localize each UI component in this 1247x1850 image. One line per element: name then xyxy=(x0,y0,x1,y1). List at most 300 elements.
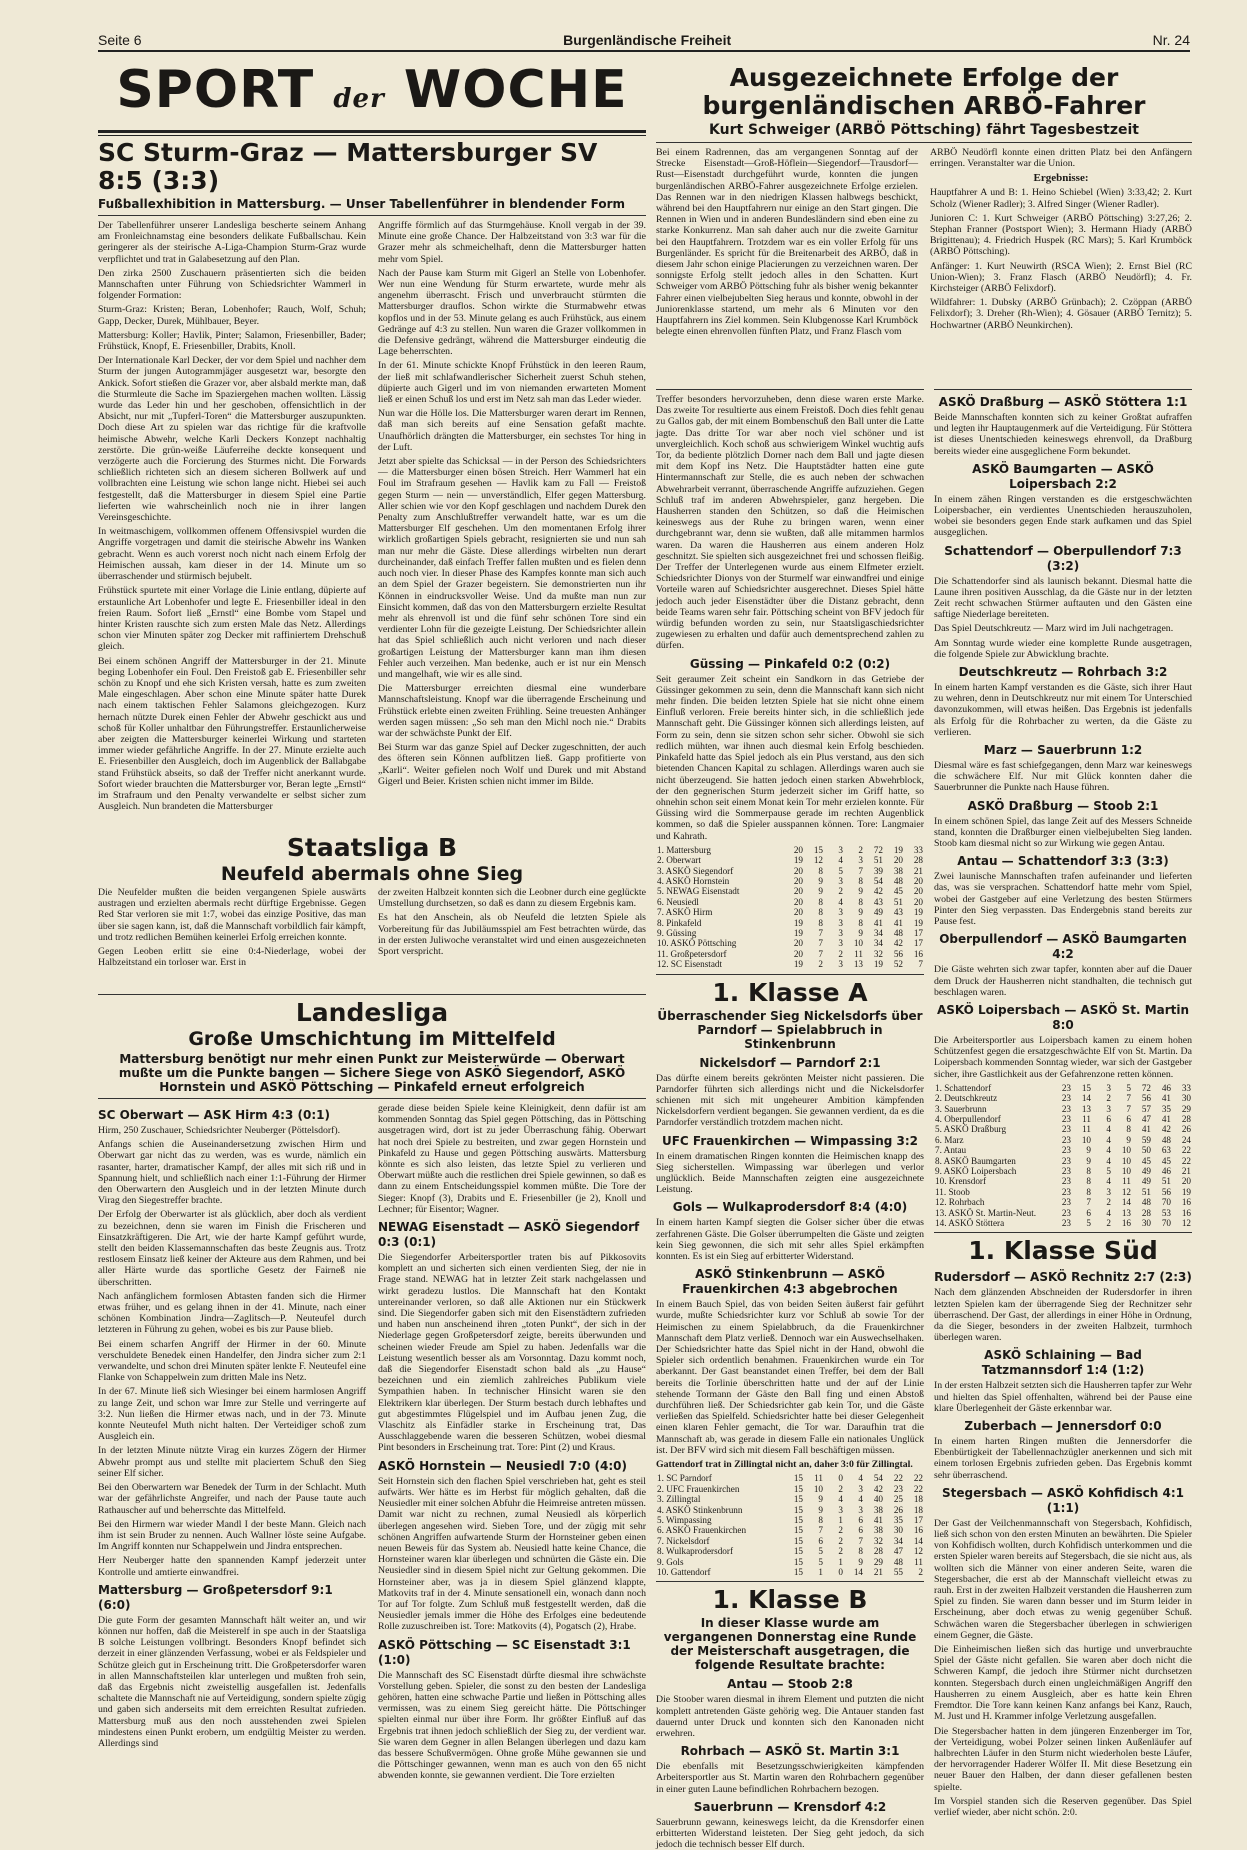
team-name: 7. Nickelsdorf xyxy=(657,1535,710,1546)
table-cell: 50 xyxy=(1141,1145,1151,1156)
table-cell: 7 xyxy=(1126,1093,1131,1104)
table-cell: 11 xyxy=(914,1556,923,1567)
table-cell: 22 xyxy=(1181,1145,1191,1156)
table-cell: 51 xyxy=(1161,1176,1171,1187)
table-cell: 14 xyxy=(1121,1197,1131,1208)
table-cell: 51 xyxy=(893,896,903,907)
table-cell: 18 xyxy=(913,1504,923,1515)
table-cell: 19 xyxy=(913,907,923,918)
table-row xyxy=(934,1166,1192,1176)
table-cell: 30 xyxy=(1141,1218,1151,1228)
table-cell: 41 xyxy=(1161,1093,1171,1104)
arbo-article xyxy=(656,62,1192,382)
table-cell: 23 xyxy=(1061,1145,1071,1156)
table-cell: 45 xyxy=(893,886,903,897)
match-title: Stegersbach — ASKÖ Kohfidisch 4:1 (1:1) xyxy=(941,1485,1185,1515)
table-cell: 4 xyxy=(1106,1145,1111,1156)
table-cell: 13 xyxy=(853,959,863,970)
table-row xyxy=(656,1546,924,1556)
paragraph: Die Mannschaft des SC Eisenstadt dürfte diesmal ihre schwächste Vorstellung geben. Spieler, die sonst zu den besten der Landesliga gehören, hatten eine schwache Partie und ließen in Pöttsching alles vermissen, was zu einem Sieg gereicht hätte. Die Pöttschinger spielten einmal nur über ihre Form. Ihr größter Einfluß auf das Ergebnis trat ihnen jedoch schließlich der Sieg zu, der verdient war. Sie waren dem Gegner in allen Belangen überlegen und dazu kam das bessere Schußvermögen. Ohne große Mühe gewannen sie und die Pöttschinger gewannen, wenn man es auch von den 65 nicht abwenden konnte, sie gewannen verdient. Die Tore erzielten xyxy=(378,1669,646,1782)
table-cell: 19 xyxy=(793,855,803,866)
paragraph: Nun war die Hölle los. Die Mattersburger waren derart im Rennen, daß man sich bereits auf eine Sensation gefaßt machte. Unaufhörlich drängten die Mattersburger, ein sechstes Tor hing in der Luft. xyxy=(378,408,646,453)
table-row xyxy=(934,1156,1192,1166)
table-cell: 38 xyxy=(873,1504,883,1515)
table-cell: 42 xyxy=(873,1483,883,1494)
table-cell: 4 xyxy=(858,1494,863,1505)
table-cell: 1 xyxy=(838,1514,843,1525)
table-cell: 19 xyxy=(893,844,903,855)
paragraph: Treffer besonders hervorzuheben, denn diese waren erste Marke. Das zweite Tor resultierte aus einem Freistoß. Doch dies fehlt genau zu Gallos gab, der mit einem Bombenschuß den Ball unter die Latte jagte. Das dritte Tor war aber noch viel schöner und ist unvergleichlich. Koch schoß aus schwierigem Winkel wuchtig aufs Tor, da bediente plötzlich Dorner nach dem Ball und jagte diesen mit dem Kopf ins Netz. Die Hauptstädter hatten eine gute Hintermannschaft zur Stelle, die es auch neben der schwachen Abwehrarbeit verrannt, überraschende Angriffe aufzuziehen. Gegen Schluß traf im anderen Abwehrspieler, ganz hergeben. Die Hausherren standen den Schützen, so daß die Heimischen keineswegs aus der Ruhe zu bringen waren, wenn einer durchgebrannt war, denn sie wußten, daß alle mitammen harmlos waren. Da waren die Hausherren aus einem anderen Holz geschnitzt. Sie spielten sich ausgezeichnet frei und schossen fleißig. Der Treffer der Unterlegenen wurde aus einem Elfmeter erzielt. Schiedsrichter Dionys von der Sturmelf war einwandfrei und einige Vorteile waren auf Schiedsrichter ausgerechnet. Dieses Spiel hätte jedoch auch jeder Eisenstädter über die Distanz gebracht, denn beide Teams waren sehr fair. Pöttsching scheint von BFV jedoch für würdig befunden worden zu sein, nur Staatsligaschiedsrichter zugewiesen zu erhalten und dafür auch dementsprechend zahlen zu dürfen. xyxy=(656,394,924,652)
table-cell: 9 xyxy=(858,1556,863,1567)
table-cell: 20 xyxy=(1181,1176,1191,1187)
paragraph: Die gute Form der gesamten Mannschaft hält weiter an, und wir können nur hoffen, daß die Meisterelf in spe auch in der Staatsliga B solche Leistungen vollbringt. Besonders Knopf befindet sich derzeit in einer glänzenden Verfassung, wobei er als Feldspieler und Schütze gleich gut in Erscheinung tritt. Die Großpetersdorfer waren in allen Mannschaftsteilen klar unterlegen und mußten froh sein, daß das Ergebnis nicht zweistellig ausgefallen ist. Jedenfalls schaltete die Mannschaft nie auf Verteidigung, sondern spielte zügig und gaben sich anderseits mit dem erreichten Resultat zufrieden. Mattersburg muß aus den noch ausstehenden zwei Spielen mindestens einen Punkt erobern, um endgültig Meister zu werden. Allerdings sind xyxy=(98,1614,366,1749)
paragraph: Die Neufelder mußten die beiden vergangenen Spiele auswärts austragen und erzielten abermals recht dürftige Ergebnisse. Gegen Red Star verloren sie mit 1:7, wobei das einzige Positive, das man über sie sagen kann, ist, daß die Mannschaft vorbildlich fair kämpft, und trotz redlichen Bemühen keinerlei Erfolg erreichen konnte. xyxy=(98,887,366,943)
table-cell: 23 xyxy=(1061,1134,1071,1145)
table-cell: 15 xyxy=(793,1546,803,1557)
match-title: Sauerbrunn — Krensdorf 4:2 xyxy=(693,1799,887,1814)
paragraph: Der Erfolg der Oberwarter ist als glücklich, aber doch als verdient zu bezeichnen, denn sie waren im Finish die Frischeren und Einsatzkräftigeren. Die Art, wie der harte Kampf geführt wurde, stellt den beiden Klassemannschaften das beste Zeugnis aus. Trotz restlosem Einsatz ließ keiner der Akteure aus dem Rahmen, und bei aller Härte wurde das sportliche Gesetz der Fairneß nie überschritten. xyxy=(98,1209,366,1288)
match-title: ASKÖ Pöttsching — SC Eisenstadt 3:1 (1:0) xyxy=(378,1637,631,1667)
team-name: 10. ASKÖ Pöttsching xyxy=(657,938,737,949)
table-cell: 7 xyxy=(818,1525,823,1536)
title-word-der: der xyxy=(333,84,385,114)
table-cell: 4 xyxy=(1106,1176,1111,1187)
table-row xyxy=(656,876,924,886)
table-row xyxy=(934,1104,1192,1114)
paragraph: Bei den Hirmern war wieder Mandl I der beste Mann. Gleich nach ihm ist sein Bruder zu nennen. Auch Wallner löste seine Aufgabe. Im Angriff konnten nur Schappelwein und Jindra entsprechen. xyxy=(98,1518,366,1553)
paragraph: In einem harten Kampf siegten die Golser sicher über die etwas zerfahrenen Gäste. Die Golser überrumpelten die Gäste und zeigten kein Sieg gewonnen, die sich mit sehr alles Spiel erkämpften konnten. Es ist ein Sieg auf erbitterter Widerstand. xyxy=(656,1217,924,1263)
table-cell: 23 xyxy=(893,1483,903,1494)
table-cell: 10 xyxy=(853,938,863,949)
table-cell: 23 xyxy=(1061,1093,1071,1104)
table-cell: 54 xyxy=(873,875,883,886)
team-name: 8. Wulkaprodersdorf xyxy=(657,1546,734,1557)
table-cell: 35 xyxy=(893,1514,903,1525)
table-cell: 32 xyxy=(873,948,883,959)
table-cell: 5 xyxy=(1086,1218,1091,1228)
table-cell: 30 xyxy=(893,1525,903,1536)
table-cell: 10 xyxy=(1121,1155,1131,1166)
table-cell: 54 xyxy=(873,1473,883,1484)
table-cell: 11 xyxy=(814,1473,823,1484)
team-name: 4. ASKÖ Hornstein xyxy=(657,875,730,886)
table-cell: 57 xyxy=(1141,1103,1151,1114)
paragraph: gerade diese beiden Spiele keine Kleinigkeit, denn dafür ist am kommenden Sonntag das Spiel gegen Pöttsching, das in Pöttsching ausgetragen wird, dort ist zu jeder Überraschung fähig. Oberwart hat noch drei Spiele zu bestreiten, und zwar gegen Hornstein und Pinkafeld zu Hause und gegen Pöttsching auswärts. Mattersburg könnte es sich also leisten, das letzte Spiel zu verlieren und Oberwart müßte auch die restlichen drei Spiele gewinnen, so daß es dann zu einem Entscheidungsspiel kommen müßte. Die Tore der Sieger: Knopf (3), Drabits und E. Friesenbiller (je 2), Knoll und Lechner; für Eisentor; Wagner. xyxy=(378,1103,646,1215)
table-cell: 42 xyxy=(1161,1124,1171,1135)
table-cell: 2 xyxy=(838,1525,843,1536)
table-cell: 29 xyxy=(873,1556,883,1567)
match-title: Mattersburg — Großpetersdorf 9:1 (6:0) xyxy=(98,1582,333,1612)
table-cell: 59 xyxy=(1141,1134,1151,1145)
table-cell: 8 xyxy=(818,1514,823,1525)
table-cell: 8 xyxy=(1126,1124,1131,1135)
team-name: 5. Wimpassing xyxy=(657,1514,712,1525)
paragraph: ARBÖ Neudörfl konnte einen dritten Platz bei den Anfängern erringen. Veranstalter war die Union. xyxy=(930,147,1192,170)
table-cell: 8 xyxy=(858,875,863,886)
paragraph: Im Vorspiel standen sich die Reserven gegenüber. Das Spiel verlief wieder, aber nicht schön. 2:0. xyxy=(934,1795,1192,1818)
paragraph: Die Gäste wehrten sich zwar tapfer, konnten aber auf die Dauer dem Druck der Hausherren nicht standhalten, die technisch gut beschlagen waren. xyxy=(934,964,1192,998)
table-cell: 16 xyxy=(1181,1197,1191,1208)
paragraph: Es hat den Anschein, als ob Neufeld die letzten Spiele als Vorbereitung für das Jubiläumsspiel am Fest betrachten würde, das in der ersten Juliwoche veranstaltet wird und einen ausgezeichneten Sport verspricht. xyxy=(378,912,646,958)
paragraph: Mattersburg: Koller; Havlik, Pinter; Salamon, Friesenbiller, Bader; Frühstück, Knopf, E. Friesenbiller, Drabits, Knoll. xyxy=(98,329,366,353)
table-row xyxy=(656,1536,924,1546)
table-cell: 23 xyxy=(1061,1103,1071,1114)
table-cell: 4 xyxy=(1106,1124,1111,1135)
table-cell: 20 xyxy=(913,896,923,907)
table-cell: 11 xyxy=(854,948,863,959)
table-cell: 7 xyxy=(918,959,923,970)
paragraph: Nach anfänglichem formlosen Abtasten fanden sich die Hirmer etwas früher, und es gelang ihnen in der 41. Minute, nach einer schönen Kombination Jindra—Zaglitsch—P. Neuteufel durch letzteren in Führung zu gehen, wobei es bis zur Pause blieb. xyxy=(98,1290,366,1336)
team-name: 4. ASKÖ Stinkenbrunn xyxy=(657,1504,743,1515)
paragraph: Die Stoober waren diesmal in ihrem Element und putzten die nicht komplett antretenden Gäste gehörig weg. Die Antauer standen fast dauernd unter Druck und konnten sich den Kanonaden nicht erwehren. xyxy=(656,1694,924,1739)
table-row xyxy=(934,1145,1192,1155)
table-cell: 3 xyxy=(1106,1186,1111,1197)
table-cell: 49 xyxy=(1141,1176,1151,1187)
paragraph: Jetzt aber spielte das Schicksal — in der Person des Schiedsrichters — die Mattersburger einen bösen Streich. Herr Wammerl hat ein Foul im Strafraum gesehen — Havlik kam zu Fall — Freistoß gegen Sturm — nein — unverständlich, Elfer gegen Mattersburg. Aller schien wie vor den Kopf geschlagen und nachdem Durek den Penalty zum Anschlußtreffer verwandelt hatte, war es um die Mattersburger Elf geschehen. Um den momentanen Erfolg ihrer wirklich großartigen Spiels gebracht, resignierten sie und nun sah man nur mehr die Gäste. Diese allerdings wirbelten nun derart durcheinander, daß einfach Treffer fallen mußten und es fielen denn auch noch vier. In dieser Phase des Kampfes konnte man sich auch an dem Spiel der Grazer begeistern. Sie demonstrierten nun ihr Können in eindrucksvoller Weise. Und da mußte man nun zur Einsicht kommen, daß das von den Mattersburgern erzielte Resultat mehr als ehrenvoll ist und die fünf sehr schönen Tore sind ein verdienter Lohn für die gezeigte Leistung. Der Schiedsrichter allein hat das Spiel schließlich auch nicht verloren und nach dieser großartigen Leistung der Mattersburger kann man ihm diesen Fehler auch verzeihen. Man bedenke, auch er ist nur ein Mensch und mangelhaft, wie wir es alle sind. xyxy=(378,456,646,680)
staatsliga-article xyxy=(98,832,646,982)
paragraph: Hirm, 250 Zuschauer, Schiedsrichter Neuberger (Pöttelsdorf). xyxy=(98,1125,341,1136)
paragraph: Den zirka 2500 Zuschauern präsentierten sich die beiden Mannschaften unter Führung von Schiedsrichter Wammerl in folgender Formation: xyxy=(98,267,366,302)
table-cell: 20 xyxy=(893,855,903,866)
table-cell: 15 xyxy=(1081,1082,1091,1093)
table-cell: 3 xyxy=(838,927,843,938)
result-line: Wildfahrer: 1. Dubsky (ARBÖ Grünbach); 2. Czöppan (ARBÖ Felixdorf); 3. Dreher (Rh-Wien); 4. Gösauer (ARBÖ Ternitz); 5. Hochwartner (ARBÖ Neunkirchen). xyxy=(930,297,1192,331)
table-cell: 19 xyxy=(793,959,803,970)
match-title: ASKÖ Loipersbach — ASKÖ St. Martin 8:0 xyxy=(936,1002,1190,1032)
table-cell: 43 xyxy=(893,907,903,918)
table-cell: 8 xyxy=(858,896,863,907)
table-cell: 1 xyxy=(818,1566,823,1577)
paragraph: Die Einheimischen ließen sich das hurtige und unverbrauchte Spiel der Gäste nicht gefallen. Sie waren aber doch nicht die Schweren Kampf, die jedoch ihre Stürmer nicht durchsetzen konnten. Stegersbach durch einen ungleichmäßigen Angriff den Hausherren zu einem Ausgleich, aber es hatte kein Ehren Fremdtor. Die Tore kann keinen Kanz anfangs bei Kanz, Rauch, M. Just und H. Krammer infolge Verletzung ausgefallen. xyxy=(934,1644,1192,1723)
table-cell: 3 xyxy=(838,875,843,886)
paragraph: In einem Bauch Spiel, das von beiden Seiten äußerst fair geführt wurde, mußte Schiedsrichter kurz vor Schluß ab sowie Tor der Heimischen zu einem Spielabbruch, da die Frauenkirchner Mannschaft dem Platz verließ. Dennoch war ein Auswechselhaken. Der Schiedsrichter hatte das Spiel nicht in der Hand, obwohl die Spieler sich ordentlich benahmen. Frauenkirchen wurde ein Tor aberkannt. Der Gast beanstandet einen Treffer, bei dem der Ball bereits die Torlinie überschritten hatte und der auf der Linie stehende Tormann der Gäste den Ball fing und einen Abstoß durchführen ließ. Der Schiedsrichter gab kein Tor, und die Gäste verließen das Spielfeld. Schiedsrichter hatte bei dieser Gelegenheit einen klaren Fehler gemacht, die Tor war. Daraufhin trat die Mannschaft ab, was gerade in diesem Falle ein nationales Unglück ist. Der BFV wird sich mit diesem Fall beschäftigen müssen. xyxy=(656,1299,924,1456)
table-cell: 19 xyxy=(1181,1186,1191,1197)
table-cell: 56 xyxy=(1161,1186,1171,1197)
table-cell: 9 xyxy=(858,886,863,897)
team-name: 3. ASKÖ Siegendorf xyxy=(657,865,734,876)
table-cell: 8 xyxy=(1086,1165,1091,1176)
table-cell: 5 xyxy=(1106,1165,1111,1176)
table-cell: 20 xyxy=(793,948,803,959)
paragraph: Sauerbrunn gewann, keineswegs leicht, da die Krensdorfer einen erbitterten Widerstand leisteten. Der Sieg geht jedoch, da sich jedoch die technisch besser Elf durch. xyxy=(656,1816,924,1850)
table-cell: 4 xyxy=(838,855,843,866)
table-cell: 2 xyxy=(838,948,843,959)
table-cell: 23 xyxy=(1061,1165,1071,1176)
result-line: Junioren C: 1. Kurt Schweiger (ARBÖ Pöttsching) 3:27,26; 2. Stephan Franner (Postsport Wien); 3. Hermann Hiady (ARBÖ Brigittenau); 4. Friedrich Huspek (RC Mars); 5. Karl Krumböck (ARBÖ Pöttsching). xyxy=(930,212,1192,258)
table-cell: 20 xyxy=(793,886,803,897)
team-name: 6. ASKÖ Frauenkirchen xyxy=(657,1525,747,1536)
table-cell: 14 xyxy=(853,1566,863,1577)
paragraph: Nach dem glänzenden Abschneiden der Rudersdorfer in ihren letzten Spielen kam der überragende Sieg der Rechnitzer sehr überraschend. Der Gast, der allerdings in einer Höhe in Ordnung, da die Sieger, besonders in der zweiten Halbzeit, turmhoch überlegen waren. xyxy=(934,1287,1192,1344)
team-name: 8. ASKÖ Baumgarten xyxy=(935,1155,1016,1166)
landesliga-sub: Große Umschichtung im Mittelfeld xyxy=(188,1028,556,1050)
table-cell: 3 xyxy=(858,1504,863,1515)
table-cell: 48 xyxy=(893,927,903,938)
paragraph: Herr Neuberger hatte den spannenden Kampf jederzeit unter Kontrolle und amtierte einwandfrei. xyxy=(98,1555,366,1578)
paragraph: In der 67. Minute ließ sich Wiesinger bei einem harmlosen Angriff zu lange Zeit, und schon war Imre zur Stelle und verringerte auf 3:2. Nun ließen die Hirmer etwas nach, und in der 73. Minute konnte Neuteufel Muth nicht halten. Der Verteidiger schoß zum Ausgleich ein. xyxy=(98,1386,366,1443)
paragraph: Gattendorf trat in Zillingtal nicht an, daher 3:0 für Zillingtal. xyxy=(656,1459,913,1471)
table-row xyxy=(656,1484,924,1494)
table-cell: 0 xyxy=(838,1566,843,1577)
paragraph: In einem schönen Spiel, das lange Zeit auf des Messers Schneide stand, konnten die Draßburger einen vielbejubelten Sieg landen. Stoob kam diesmal nicht so zur Wirkung wie gegen Antau. xyxy=(934,815,1192,850)
table-cell: 2 xyxy=(1106,1093,1111,1104)
table-cell: 21 xyxy=(1181,1165,1191,1176)
table-cell: 16 xyxy=(913,1525,923,1536)
table-cell: 48 xyxy=(893,875,903,886)
table-cell: 20 xyxy=(913,886,923,897)
table-cell: 15 xyxy=(793,1535,803,1546)
paragraph: Die Arbeitersportler aus Loipersbach kamen zu einem hohen Schützenfest gegen die ersatzgeschwächte Elf von St. Martin. Da Loipersbach kommenden Sonntag wieder, war sich der Gastgeber sicher, ihre Gastlichkeit aus der Gefahrenzone retten können. xyxy=(934,1034,1192,1080)
table-row xyxy=(656,1494,924,1504)
paragraph: Die Siegendorfer Arbeitersportler traten bis auf Pikkosovits komplett an und sicherten sich einen verdienten Sieg, der nie in Frage stand. NEWAG hat in letzter Zeit stark nachgelassen und wirkt geradezu lustlos. Die Mannschaft hat den Kontakt untereinander verloren, so daß alle Aktionen nur ein Stückwerk sind. Die Siegendorfer gaben sich mit den Eisenstädtern zufrieden und haben nun anscheinend ihren „toten Punkt“, der sich in der Niederlage gegen Großpetersdorf zeigte, bereits überwunden und scheinen wieder Freude am Spiel zu haben. Jedenfalls war die Leistung wesentlich besser als am Vorsonntag. Dazu kommt noch, daß die Siegendorfer Eisenstadt schon bald als „zu Hause“ bezeichnen und ein ziemlich zahlreiches Publikum viele Sympathien haben. In technischer Hinsicht waren sie den Elektrikern klar überlegen. Der Sturm bestach durch lebhaftes und gut abgestimmtes Flügelspiel und im Aufbau jenen Zug, die Vlaschitz als Einfädler starke in Erscheinung trat, Das Ausschlaggebende waren die besseren Schützen, wobei diesmal Pint besonders in Erscheinung trat. Tore: Pint (2) und Kraus. xyxy=(378,1252,646,1454)
table-cell: 23 xyxy=(1061,1207,1071,1218)
table-cell: 63 xyxy=(1161,1145,1171,1156)
table-cell: 23 xyxy=(1061,1113,1071,1124)
table-cell: 15 xyxy=(793,1525,803,1536)
match-title: ASKÖ Baumgarten — ASKÖ Loipersbach 2:2 xyxy=(972,461,1154,491)
table-cell: 5 xyxy=(1126,1082,1131,1093)
table-cell: 14 xyxy=(913,1535,923,1546)
table-cell: 22 xyxy=(1181,1155,1191,1166)
table-row xyxy=(934,1093,1192,1103)
paragraph: Die Stegersbacher hatten in dem jüngeren Enzenberger im Tor, der Verteidigung, wobei Polzer seinen linken Außenläufer auf halbrechten Läufer in den Sturm nicht wiederholen beste Läufer, der hervorragender Haderer Wölfer II. Mit diese Besetzung ein neuer Bauer den Halben, der dann dieser gefallenen besten spielte. xyxy=(934,1725,1192,1793)
table-cell: 14 xyxy=(1081,1093,1091,1104)
table-row xyxy=(656,959,924,969)
table-cell: 33 xyxy=(1181,1082,1191,1093)
table-cell: 9 xyxy=(818,1494,823,1505)
table-cell: 29 xyxy=(1181,1103,1191,1114)
table-row xyxy=(656,938,924,948)
paragraph: Das dürfte einem bereits gekrönten Meister nicht passieren. Die Parndorfer führten sich allerdings nicht und die Nickelsdorfer schienen mit sich mit ungeheurer Ambition kämpfenden Nickelsdorfern verdient begangen. Sie gewannen verdient, da es die Parndorfer verständlich trotzdem machen nicht. xyxy=(656,1072,924,1129)
paragraph: Bei einem Radrennen, das am vergangenen Sonntag auf der Strecke Eisenstadt—Groß-Höflein—Siegendorf—Trausdorf—Rust—Eisenstadt durchgeführt wurde, konnten die jungen burgenländischen ARBÖ-Fahrer ausgezeichnete Erfolge erzielen. Das Rennen war in den niedrigen Klassen halbwegs beschickt, während bei den Hauptfahrern nur einige an den Start gingen. Die Rennen in Wien und in anderen Bundesländern sind eben eine zu starke Konkurrenz. Man sah daher auch nur die zweite Garnitur bei den Hauptfahrern. Trotzdem war es ein voller Erfolg für uns Burgenländer. Es spricht für die Breitenarbeit des ARBÖ, daß in diesem Jahr schon einige Placierungen zu verzeichnen waren. Der sonnigste Erfolg stellt jedoch alles in den Schatten. Kurt Schweiger vom ARBÖ Pöttsching fuhr als bisher wenig bekannter Fahrer einen vielbejubelten Sieg heraus und konnte, obwohl in der Juniorenklasse startend, um mehr als 6 Minuten vor den Hauptfahrern ins Ziel kommen. Sein Klubgenosse Karl Krumböck belegte einen ehrenvollen fünften Platz, und Franz Flasch vom xyxy=(656,147,918,338)
table-cell: 13 xyxy=(1121,1207,1131,1218)
table-cell: 9 xyxy=(1126,1134,1131,1145)
table-row xyxy=(934,1176,1192,1186)
paragraph: Der Tabellenführer unserer Landesliga bescherte seinem Anhang am Fronleichnamstag eine besonders delikate Fußballschau. Kein geringerer als der steirische A-Liga-Champion Sturm-Graz wurde verpflichtet und trat in Galabesetzung auf den Plan. xyxy=(98,220,366,265)
table-row xyxy=(656,855,924,865)
table-cell: 48 xyxy=(893,1556,903,1567)
match-title: Deutschkreutz — Rohrbach 3:2 xyxy=(958,665,1168,680)
table-row xyxy=(934,1187,1192,1197)
arbo-sub: Kurt Schweiger (ARBÖ Pöttsching) fährt Tagesbestzeit xyxy=(709,122,1139,138)
table-cell: 4 xyxy=(1106,1155,1111,1166)
table-cell: 2 xyxy=(1106,1197,1111,1208)
paragraph: Die Schattendorfer sind als launisch bekannt. Diesmal hatte die Laune ihren positiven Ausschlag, da die Gäste nur in der letzten Zeit recht schwachen Stürmer auftauten und den Gästen eine saftige Niederlage bereiteten. xyxy=(934,575,1192,621)
table-cell: 39 xyxy=(873,865,883,876)
paragraph: Diesmal wäre es fast schiefgegangen, denn Marz war keineswegs die schwächere Elf. Nur mit Glück konnten daher die Sauerbrunner die Punkte nach Hause führen. xyxy=(934,760,1192,794)
table-cell: 7 xyxy=(1086,1197,1091,1208)
table-cell: 19 xyxy=(793,927,803,938)
table-cell: 15 xyxy=(793,1514,803,1525)
page-number: Seite 6 xyxy=(98,32,142,48)
results-title: Ergebnisse: xyxy=(1033,172,1089,185)
table-cell: 51 xyxy=(1141,1186,1151,1197)
table-cell: 6 xyxy=(1086,1207,1091,1218)
team-name: 9. Gols xyxy=(657,1556,684,1567)
table-cell: 20 xyxy=(793,938,803,949)
table-cell: 3 xyxy=(838,907,843,918)
paragraph: Das Spiel Deutschkreutz — Marz wird im Juli nachgetragen. xyxy=(934,623,1174,635)
table-cell: 23 xyxy=(1061,1186,1071,1197)
team-name: 14. ASKÖ Stöttera xyxy=(935,1218,1005,1228)
table-cell: 34 xyxy=(893,1535,903,1546)
table-cell: 41 xyxy=(893,917,903,928)
table-cell: 28 xyxy=(1141,1207,1151,1218)
table-row xyxy=(934,1124,1192,1134)
table-cell: 6 xyxy=(858,1514,863,1525)
klasse-sued-title: 1. Klasse Süd xyxy=(968,1236,1158,1266)
table-cell: 3 xyxy=(838,1504,843,1515)
landesliga-title: Landesliga xyxy=(295,998,449,1027)
team-name: 11. Großpetersdorf xyxy=(657,948,727,959)
table-cell: 9 xyxy=(818,1504,823,1515)
arbo-title: Ausgezeichnete Erfolge der burgenländischen ARBÖ-Fahrer xyxy=(702,63,1146,120)
table-cell: 52 xyxy=(893,959,903,970)
table-cell: 7 xyxy=(818,948,823,959)
table-cell: 9 xyxy=(1086,1145,1091,1156)
staatsliga-title: Staatsliga B xyxy=(286,833,458,862)
table-cell: 41 xyxy=(1141,1124,1151,1135)
table-cell: 6 xyxy=(1106,1113,1111,1124)
table-cell: 22 xyxy=(913,1483,923,1494)
table-row xyxy=(656,1515,924,1525)
table-cell: 3 xyxy=(1106,1082,1111,1093)
middle-right-column xyxy=(656,385,924,1850)
match-title: Marz — Sauerbrunn 1:2 xyxy=(983,743,1143,758)
issue-number: Nr. 24 xyxy=(1152,32,1190,48)
landesliga-article xyxy=(98,990,646,1790)
table-cell: 15 xyxy=(793,1494,803,1505)
table-cell: 2 xyxy=(838,1546,843,1557)
sport-title xyxy=(98,62,646,127)
table-cell: 33 xyxy=(913,844,923,855)
table-row xyxy=(656,918,924,928)
table-cell: 9 xyxy=(858,907,863,918)
table-cell: 23 xyxy=(1061,1218,1071,1228)
table-cell: 8 xyxy=(1086,1176,1091,1187)
table-cell: 3 xyxy=(838,959,843,970)
table-cell: 8 xyxy=(818,896,823,907)
title-word-woche: WOCHE xyxy=(403,60,628,120)
match-title: SC Oberwart — ASK Hirm 4:3 (0:1) xyxy=(98,1108,330,1122)
team-name: 3. Sauerbrunn xyxy=(935,1103,987,1114)
table-cell: 4 xyxy=(838,1494,843,1505)
paragraph: Beide Mannschaften konnten sich zu keiner Großtat aufraffen und legten ihr Hauptaugenmerk auf die Verteidigung. Für Stöttera ist dieses Unentschieden keineswegs ehrenvoll, da Draßburg bereits wieder eine ausgeglichene Form bekundet. xyxy=(934,412,1193,457)
table-cell: 16 xyxy=(1121,1218,1131,1228)
paragraph: Angriffe förmlich auf das Sturmgehäuse. Knoll vergab in der 39. Minute eine große Chance. Der Halbzeitstand von 3:3 war für die Grazer mehr als schmeichelhaft, denn die Mattersburger hatten mehr vom Spiel. xyxy=(378,220,646,265)
table-cell: 4 xyxy=(1106,1134,1111,1145)
table-cell: 19 xyxy=(793,917,803,928)
table-cell: 72 xyxy=(1141,1082,1151,1093)
paragraph: Zwei launische Mannschaften trafen aufeinander und lieferten das, was sie versprachen. Schattendorf hatte mehr vom Spiel, wobei der Gastgeber auf eine Verletzung des besten Stürmers Pinter den Sieg verpassten. Das Endergebnis stand bereits zur Pause fest. xyxy=(934,871,1192,928)
table-cell: 7 xyxy=(858,865,863,876)
landesliga-deck: Mattersburg benötigt nur mehr einen Punkt zur Meisterwürde — Oberwart mußte um die Punkte bangen — Sichere Siege von ASKÖ Siegendorf, ASKÖ Hornstein und ASKÖ Pöttsching — Pinkafeld erneut erfolgreich xyxy=(118,1052,626,1094)
table-cell: 45 xyxy=(1141,1155,1151,1166)
table-cell: 8 xyxy=(858,1546,863,1557)
table-row xyxy=(656,1525,924,1535)
table-cell: 46 xyxy=(1161,1165,1171,1176)
table-cell: 22 xyxy=(893,1473,903,1484)
table-row xyxy=(656,897,924,907)
team-name: 7. ASKÖ Hirm xyxy=(657,907,713,918)
table-row xyxy=(656,1567,924,1577)
table-row xyxy=(656,1473,924,1483)
match-title: Oberpullendorf — ASKÖ Baumgarten 4:2 xyxy=(939,932,1187,962)
table-cell: 4 xyxy=(858,1473,863,1484)
table-cell: 17 xyxy=(913,1514,923,1525)
paragraph: In der ersten Halbzeit setzten sich die Hausherren tapfer zur Wehr und hielten das Spiel offenhalten, während bei der Pause eine klare Überlegenheit der Gäste erkennbar war. xyxy=(934,1380,1192,1414)
team-name: 3. Zillingtal xyxy=(657,1494,701,1505)
match-title: NEWAG Eisenstadt — ASKÖ Siegendorf 0:3 (0:1) xyxy=(378,1220,640,1250)
table-cell: 25 xyxy=(893,1494,903,1505)
table-cell: 35 xyxy=(1161,1103,1171,1114)
table-cell: 15 xyxy=(793,1504,803,1515)
team-name: 2. Deutschkreutz xyxy=(935,1093,998,1104)
table-cell: 22 xyxy=(913,1473,923,1484)
result-line: Anfänger: 1. Kurt Neuwirth (RSCA Wien); 2. Ernst Biel (RC Union-Wien); 3. Franz Flasch (ARBÖ Neudörfl); 4. Fr. Kirchsteiger (ARBÖ Felixdorf). xyxy=(930,260,1192,295)
table-cell: 15 xyxy=(793,1556,803,1567)
table-cell: 20 xyxy=(793,907,803,918)
table-cell: 23 xyxy=(1061,1176,1071,1187)
table-cell: 17 xyxy=(913,938,923,949)
paragraph: Nach der Pause kam Sturm mit Gigerl an Stelle von Lobenhofer. Wer nun eine Wendung für Sturm erwartete, wurde mehr als angenehm überrascht. Frisch und unverbraucht stürmten die Mattersburger drauflos. Schon wirkte die Sturmabwehr etwas kopflos und in der 53. Minute gelang es auch Frühstück, aus einem Gedränge auf 4:3 zu stellen. Nun waren die Grazer vollkommen in die Defensive gedrängt, während die Mattersburger eindeutig die Lage beherrschten. xyxy=(378,267,646,358)
table-cell: 45 xyxy=(1161,1155,1171,1166)
table-cell: 47 xyxy=(893,1546,903,1557)
table-cell: 12 xyxy=(1121,1186,1131,1197)
team-name: 13. ASKÖ St. Martin-Neut. xyxy=(935,1207,1037,1218)
paragraph: Gegen Leoben erlitt sie eine 0:4-Niederlage, wobei der Halbzeitstand ein torloser war. Erst in xyxy=(98,946,366,969)
table-cell: 47 xyxy=(1141,1113,1151,1124)
table-cell: 9 xyxy=(1086,1155,1091,1166)
table-cell: 20 xyxy=(793,865,803,876)
match-title: ASKÖ Schlaining — Bad Tatzmannsdorf 1:4 (1:2) xyxy=(981,1348,1145,1378)
table-cell: 23 xyxy=(1061,1197,1071,1208)
table-cell: 19 xyxy=(913,917,923,928)
staatsliga-sub: Neufeld abermals ohne Sieg xyxy=(220,863,524,885)
team-name: 7. Antau xyxy=(935,1145,967,1156)
klasse-b-deck: In dieser Klasse wurde am vergangenen Donnerstag eine Runde der Meisterschaft ausgetragen, die folgende Resultate brachte: xyxy=(663,1616,917,1673)
team-name: 10. Krensdorf xyxy=(935,1176,987,1187)
paragraph: Seit geraumer Zeit scheint ein Sandkorn in das Getriebe der Güssinger gekommen zu sein, denn die Mannschaft kann sich nicht mehr finden. Die beiden letzten Spiele hat sie nicht ohne einem Einfluß verloren. Freie bereits hinter sich, in die schließlich jede Mannschaft geht. Die Güssinger können sich allerdings leisten, auf Form zu sein, denn sie sitzen schon sehr sicher. Obwohl sie sich redlich mühten, war ihnen auch diesmal kein Erfolg beschieden. Pinkafeld hatte das Spiel jedoch als ein Plus verstand, aus den sich bietenden Chancen Kapital zu schlagen. Allerdings waren auch sie nicht überzeugend. Sie hatten jedoch einen starken Abwehrblock, der den gegnerischen Sturm jederzeit sicher im Griff hatte, so ohnehin schon seit einem Monat kein Tor mehr erzielen konnte. Für Güssing wird die Sommerpause gerade im rechten Augenblick kommen, so daß die Spieler ausspannen können. Tore: Langmaier und Kahrath. xyxy=(656,673,924,842)
team-name: 12. Rohrbach xyxy=(935,1197,985,1208)
table-cell: 72 xyxy=(873,844,883,855)
table-cell: 4 xyxy=(1106,1207,1111,1218)
table-cell: 2 xyxy=(858,844,863,855)
team-name: 10. Gattendorf xyxy=(657,1566,711,1577)
paragraph: Seit Hornstein sich den flachen Spiel verschrieben hat, geht es steil aufwärts. Wer hätte es im Herbst für möglich gehalten, daß die Neusiedler mit einer solchen Abfuhr die Heimreise antreten müssen. Damit war nicht zu rechnen, zumal Neusiedl als körperlich überlegen angesehen wird. Sieben Tore, und der zügig mit sehr schönen Angriffen aufwartende Sturm der Hornsteiner geben einen neuen Beweis für das System ab. Neusiedl hatte keine Chance, die Hornsteiner waren klar überlegen und schnürten die Gäste ein. Die Neusiedler sind in diesem Spiel nicht zur Geltung gekommen. Die Hornsteiner aber, was ja in diesem Spiel glänzend klappte, Matkovits traf in der 4. Minute sensationell ein, wonach dann noch Tor auf Tor folgte. Zum Schluß muß festgestellt werden, daß die Neusiedler jemals immer die Höhe des Erfolges eine bedeutende Rolle zuzuschreiben ist. Tore: Matkovits (4), Pogatsch (2), Hrabe. xyxy=(378,1475,646,1633)
match-title: Rudersdorf — ASKÖ Rechnitz 2:7 (2:3) xyxy=(934,1270,1192,1285)
table-cell: 6 xyxy=(1126,1113,1131,1124)
paragraph: Die ebenfalls mit Besetzungsschwierigkeiten kämpfenden Arbeitersportler aus St. Martin waren den Rohrbachern gegenüber in einer guten Laune befindlichen Rohrbachern bezogen. xyxy=(656,1761,924,1795)
table-cell: 10 xyxy=(1121,1165,1131,1176)
table-cell: 6 xyxy=(858,1525,863,1536)
table-cell: 56 xyxy=(893,948,903,959)
team-name: 2. UFC Frauenkirchen xyxy=(657,1483,740,1494)
table-cell: 3 xyxy=(858,855,863,866)
table-cell: 24 xyxy=(1181,1134,1191,1145)
table-cell: 8 xyxy=(858,917,863,928)
table-cell: 51 xyxy=(873,855,883,866)
table-row xyxy=(934,1218,1192,1228)
table-cell: 3 xyxy=(838,938,843,949)
table-cell: 41 xyxy=(873,917,883,928)
table-row xyxy=(656,1505,924,1515)
table-cell: 17 xyxy=(913,927,923,938)
table-cell: 34 xyxy=(873,927,883,938)
table-cell: 8 xyxy=(818,865,823,876)
table-cell: 4 xyxy=(838,896,843,907)
table-cell: 3 xyxy=(838,917,843,928)
